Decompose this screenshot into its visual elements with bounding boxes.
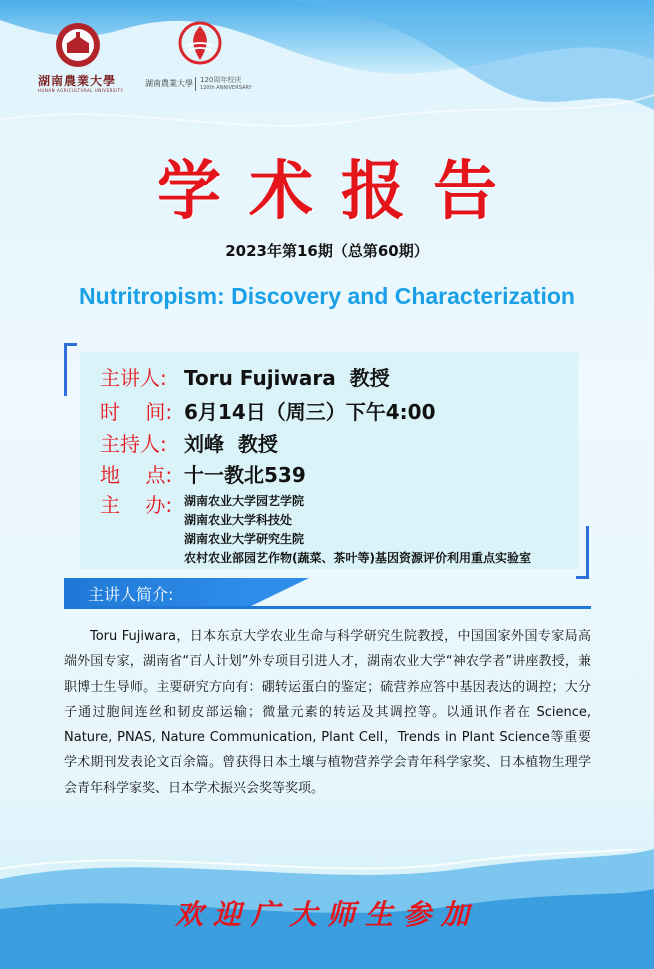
section-title: 主讲人简介:: [88, 585, 174, 604]
university-name: 湖南農業大學: [38, 74, 117, 88]
host-row: [100, 428, 278, 457]
issue-number: 2023年第16期（总第60期）: [225, 242, 429, 260]
time-label: 时 间:: [100, 400, 173, 424]
speaker-row: [100, 362, 390, 391]
section-bar-slant: [249, 578, 309, 607]
poster-title: 学术报告: [157, 154, 525, 229]
anniversary-label: [200, 76, 252, 92]
university-emblem-icon: [55, 22, 101, 68]
time-row: [100, 396, 436, 425]
host-value: 刘峰 教授: [184, 432, 278, 456]
anniversary-en: 120th ANNIVERSARY: [200, 85, 252, 91]
time-value: 6月14日（周三）下午4:00: [184, 400, 436, 424]
university-name-en: HUNAN AGRICULTURAL UNIVERSITY: [38, 88, 124, 93]
place-label: 地 点:: [100, 463, 173, 487]
section-bar-line: [64, 606, 591, 609]
place-value: 十一教北539: [184, 463, 306, 487]
corner-bracket-left: [64, 343, 77, 396]
anniversary-university-name: 湖南農業大學: [145, 79, 193, 88]
talk-title: Nutritropism: Discovery and Characterization: [79, 283, 575, 309]
organizer-item: 湖南农业大学研究生院: [184, 532, 305, 546]
organizer-label: 主 办:: [100, 493, 173, 517]
organizer-row: [100, 489, 184, 518]
speaker-bio: Toru Fujiwara，日本东京大学农业生命与科学研究生院教授，中国国家外国专家局高端外国专家，湖南省“百人计划”外专项目引进人才，湖南农业大学“神农学者”讲座教授，兼职博士生导师。主要研究方向有：硼转运蛋白的鉴定；硫营养应答中基因表达的调控；大分子通过胞间连丝和韧皮部运输；微量元素的转运及其调控等。以通讯作者在 Science, Nature, PNAS, Nature Communication, Plant Cell，Trends in Plant Science等重要学术期刊发表论文百余篇。曾获得日本土壤与植物营养学会青年科学家奖、日本植物生理学会青年科学家奖、日本学术振兴会奖等奖项。: [64, 629, 591, 796]
speaker-value: Toru Fujiwara 教授: [184, 366, 390, 390]
organizer-item: 湖南农业大学科技处: [184, 513, 293, 527]
host-label: 主持人:: [100, 432, 167, 456]
anniversary-emblem-icon: [177, 20, 223, 66]
speaker-label: 主讲人:: [100, 366, 167, 390]
place-row: [100, 459, 306, 488]
anniversary-years: 120周年校庆: [200, 76, 242, 84]
corner-bracket-right: [576, 526, 589, 579]
logo-divider: [195, 77, 196, 91]
welcome-slogan: 欢迎广大师生参加: [174, 898, 479, 931]
organizer-item: 湖南农业大学园艺学院: [184, 494, 305, 508]
organizer-item: 农村农业部园艺作物(蔬菜、茶叶等)基因资源评价利用重点实验室: [184, 551, 531, 565]
